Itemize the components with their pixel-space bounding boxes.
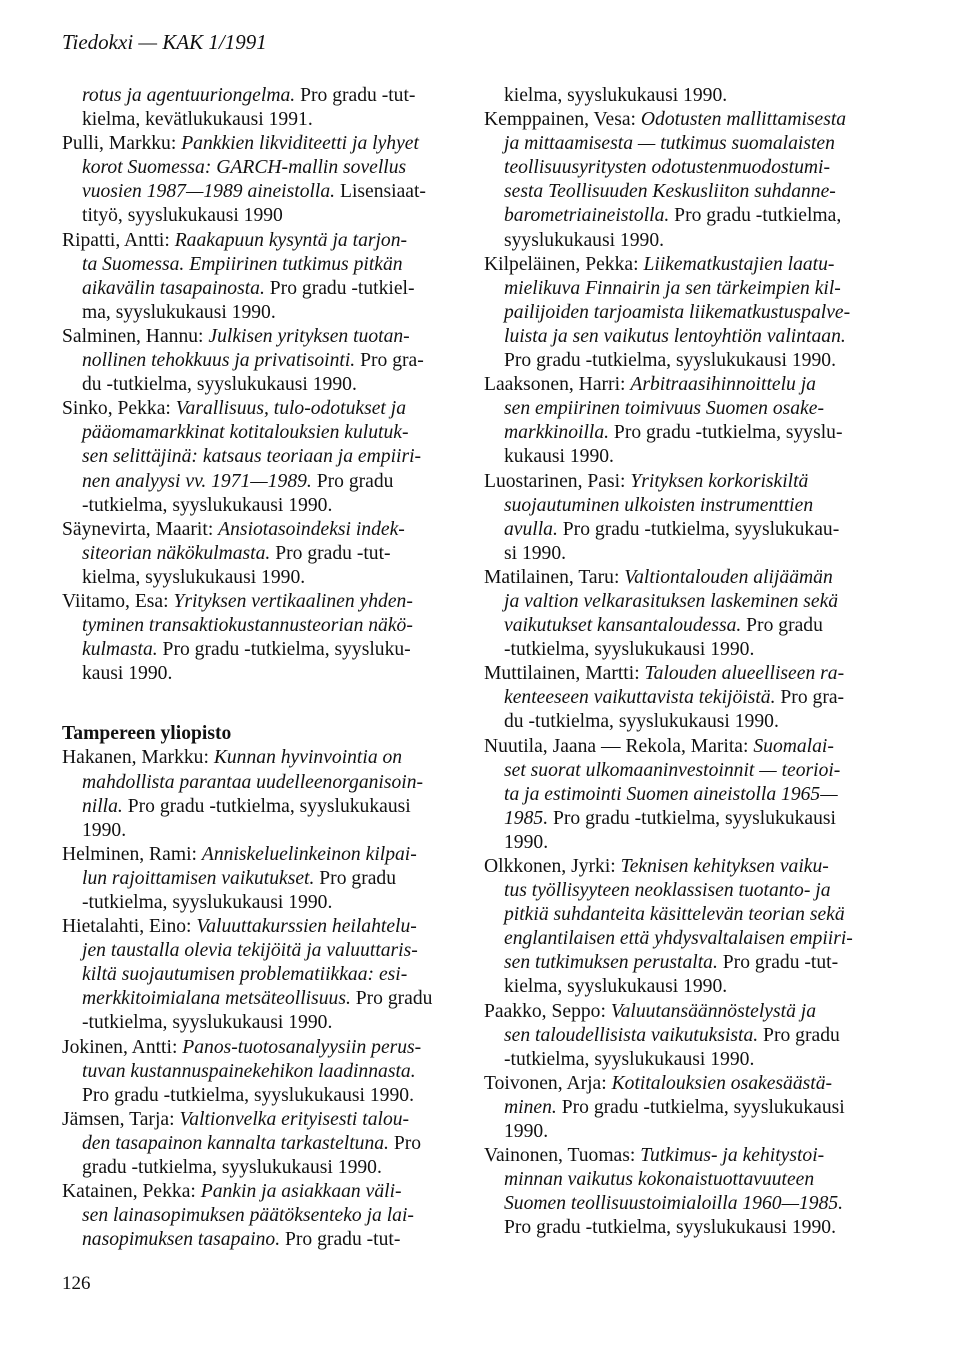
entry-first-line	[484, 566, 896, 590]
entry-continuation-line	[484, 638, 896, 662]
plain-text: kielma, syyslukukausi 1990.	[504, 976, 728, 998]
title-text: luista ja sen vaikutus lentoyhtiön valintaan.	[504, 325, 846, 347]
entry-first-line	[484, 253, 896, 277]
plain-text: Sinko, Pekka:	[62, 398, 176, 420]
title-text: kenteeseen vaikuttavista tekijöistä.	[504, 687, 776, 709]
entry-continuation-line	[484, 518, 896, 542]
entry-continuation-line	[484, 204, 896, 228]
title-text: Julkisen yrityksen tuotan-	[208, 325, 410, 347]
plain-text: Pro gradu	[314, 867, 397, 889]
title-text: ja mittaamisesta — tutkimus suomalaisten	[504, 133, 835, 155]
entry-continuation-line	[484, 349, 896, 373]
title-text: tuvan kustannuspainekehikon laadinnasta.	[82, 1060, 416, 1082]
entry-continuation-line	[62, 771, 477, 795]
title-text: kulmasta.	[82, 639, 158, 661]
entry-continuation-line	[484, 180, 896, 204]
plain-text: kielma, syyslukukausi 1990.	[504, 85, 728, 106]
title-text: Suomalai-	[753, 735, 834, 757]
plain-text: Pro gradu -tutkielma, syyslukukausi 1990.	[504, 350, 836, 372]
entry-continuation-line	[62, 542, 477, 566]
title-text: markkinoilla.	[504, 422, 610, 444]
entry-first-line	[484, 470, 896, 494]
plain-text: Säynevirta, Maarit:	[62, 518, 219, 540]
entry-continuation-line	[62, 662, 477, 686]
entry-continuation-line	[62, 891, 477, 915]
entry-continuation-line	[484, 1120, 896, 1144]
plain-text: Hietalahti, Eino:	[62, 916, 197, 938]
plain-text: -tutkielma, syyslukukausi 1990.	[82, 494, 333, 516]
entry-first-line	[62, 1036, 477, 1060]
title-text: 1985.	[504, 807, 549, 829]
entry-continuation-line	[62, 987, 477, 1011]
plain-text: Pro gradu -tut-	[270, 542, 391, 564]
entry-continuation-line	[484, 494, 896, 518]
title-text: Pankin ja asiakkaan väli-	[200, 1181, 402, 1203]
title-text: sen selittäjinä: katsaus teoriaan ja empiiri-	[82, 446, 422, 468]
entry-continuation-line	[62, 795, 477, 819]
title-text: sen taloudellisista vaikutuksista.	[504, 1024, 759, 1046]
title-text: Valuutansäännöstelystä ja	[610, 1000, 817, 1022]
entry-continuation-line	[484, 421, 896, 445]
entry-first-line	[62, 229, 477, 253]
plain-text: Hakanen, Markku:	[62, 747, 214, 769]
entry-continuation-line	[484, 783, 896, 807]
plain-text: Pro gradu -tutkielma,	[669, 205, 842, 227]
title-text: pääomamarkkinat kotitalouksien kulutuk-	[82, 422, 409, 444]
plain-text: 1990.	[504, 1121, 549, 1143]
title-text: Teknisen kehityksen vaiku-	[620, 856, 829, 877]
title-text: Tutkimus- ja kehitystoi-	[640, 1145, 825, 1167]
title-text: tus työllisyyteen neoklassisen tuotanto- ja	[504, 880, 831, 902]
plain-text: 1990.	[82, 819, 127, 841]
plain-text: Lisensiaat-	[335, 181, 426, 203]
title-text: Anniskeluelinkeinon kilpai-	[201, 843, 417, 865]
entry-first-line	[62, 746, 477, 770]
entry-continuation-line	[62, 494, 477, 518]
title-text: Arbitraasihinnoittelu ja	[630, 374, 816, 396]
entry-continuation-line	[484, 1192, 896, 1216]
left-column	[62, 84, 477, 1252]
title-text: pailijoiden tarjoamista liikematkustuspalve-	[504, 301, 851, 323]
title-text: minnan vaikutus kokonaistuottavuuteen	[504, 1169, 815, 1191]
section-gap	[62, 686, 477, 722]
plain-text: syyslukukausi 1990.	[504, 229, 665, 251]
plain-text: Matilainen, Taru:	[484, 566, 625, 588]
plain-text: 1990.	[504, 831, 549, 853]
title-text: englantilaisen että yhdysvaltalaisen empiiri-	[504, 928, 853, 950]
entry-first-line	[484, 108, 896, 132]
entry-continuation-line	[484, 686, 896, 710]
entry-continuation-line	[62, 253, 477, 277]
plain-text: Pro gradu -tutkielma, syyslukukausi	[556, 1096, 845, 1118]
title-text: nasopimuksen tasapaino.	[82, 1229, 281, 1251]
plain-text: -tutkielma, syyslukukausi 1990.	[504, 1048, 755, 1070]
plain-text: kielma, syyslukukausi 1990.	[82, 566, 306, 588]
plain-text: -tutkielma, syyslukukausi 1990.	[82, 892, 333, 913]
plain-text: Pro gradu -tut-	[295, 85, 416, 106]
entry-continuation-line	[484, 807, 896, 831]
title-text: minen.	[504, 1096, 557, 1118]
entry-continuation-line	[484, 325, 896, 349]
plain-text: tityö, syyslukukausi 1990	[82, 205, 283, 227]
entry-continuation-line	[62, 156, 477, 180]
title-text: Valuuttakurssien heilahtelu-	[196, 916, 417, 938]
title-text: siteorian näkökulmasta.	[82, 542, 271, 564]
entry-continuation-line	[62, 819, 477, 843]
title-text: merkkitoimialana metsäteollisuus.	[82, 988, 351, 1010]
title-text: mahdollista parantaa uudelleenorganisoin-	[82, 771, 424, 793]
plain-text: Laaksonen, Harri:	[484, 374, 631, 396]
entry-continuation-line	[62, 867, 477, 891]
title-text: Liikematkustajien laatu-	[643, 253, 835, 275]
title-text: Panos-tuotosanalyysiin perus-	[182, 1036, 422, 1058]
plain-text: Pro gradu -tutkielma, syyslukukausi 1990.	[504, 1217, 836, 1239]
entry-continuation-line	[62, 1084, 477, 1108]
plain-text: du -tutkielma, syyslukukausi 1990.	[82, 374, 357, 396]
entry-continuation-line	[484, 710, 896, 734]
title-text: vuosien 1987—1989 aineistolla.	[82, 181, 336, 203]
title-text: nilla.	[82, 795, 123, 817]
plain-text: Nuutila, Jaana — Rekola, Marita:	[484, 735, 754, 757]
title-text: pitkiä suhdanteita käsittelevän teorian sekä	[504, 904, 845, 926]
plain-text: Pro gradu	[350, 988, 433, 1010]
entry-continuation-line	[484, 1168, 896, 1192]
entry-continuation-line	[62, 1011, 477, 1035]
title-text: Talouden alueelliseen ra-	[644, 663, 845, 685]
entry-first-line	[484, 1072, 896, 1096]
title-text: Kotitalouksien osakesäästä-	[611, 1072, 833, 1094]
entry-continuation-line	[484, 1096, 896, 1120]
entry-first-line	[62, 325, 477, 349]
plain-text: Katainen, Pekka:	[62, 1181, 201, 1203]
plain-text: gradu -tutkielma, syyslukukausi 1990.	[82, 1157, 382, 1179]
entry-continuation-line	[484, 1024, 896, 1048]
title-text: barometriaineistolla.	[504, 205, 670, 227]
plain-text: Kilpeläinen, Pekka:	[484, 253, 644, 275]
plain-text: Pro gradu -tutkielma, syysluku-	[157, 639, 411, 661]
title-text: sen empiirinen toimivuus Suomen osake-	[504, 398, 824, 420]
plain-text: Pro	[388, 1132, 422, 1154]
plain-text: kukausi 1990.	[504, 446, 614, 468]
entry-first-line	[62, 915, 477, 939]
entry-continuation-line	[484, 759, 896, 783]
plain-text: Luostarinen, Pasi:	[484, 470, 631, 492]
entry-first-line	[484, 735, 896, 759]
entry-first-line	[484, 1000, 896, 1024]
entry-continuation-line	[484, 614, 896, 638]
plain-text: Pro gradu	[758, 1024, 840, 1046]
entry-first-line	[62, 132, 477, 156]
entry-continuation-line	[62, 1060, 477, 1084]
entry-first-line	[484, 662, 896, 686]
title-text: set suorat ulkomaaninvestoinnit — teorioi-	[504, 759, 841, 781]
section-heading	[62, 722, 477, 746]
entry-continuation-line	[484, 542, 896, 566]
entry-continuation-line	[62, 963, 477, 987]
entry-continuation-line	[484, 927, 896, 951]
title-text: korot Suomessa: GARCH-mallin sovellus	[82, 157, 407, 179]
plain-text: Pulli, Markku:	[62, 133, 182, 155]
title-text: Varallisuus, tulo-odotukset ja	[175, 398, 406, 420]
plain-text: kielma, kevätlukukausi 1991.	[82, 109, 313, 131]
title-text: suojautuminen ulkoisten instrumenttien	[504, 494, 814, 516]
plain-text: Muttilainen, Martti:	[484, 663, 645, 685]
plain-text: Pro gradu -tutkiel-	[264, 277, 415, 299]
entry-continuation-line	[62, 180, 477, 204]
entry-continuation-line	[484, 879, 896, 903]
title-text: mielikuva Finnairin ja sen tärkeimpien kil-	[504, 277, 841, 299]
title-text: tyminen transaktiokustannusteorian näkö-	[82, 615, 413, 637]
entry-continuation-line	[62, 614, 477, 638]
title-text: den tasapainon kannalta tarkasteltuna.	[82, 1132, 389, 1154]
title-text: ta Suomessa. Empiirinen tutkimus pitkän	[82, 253, 403, 275]
title-text: Yrityksen korkoriskiltä	[630, 470, 809, 492]
entry-first-line	[62, 1108, 477, 1132]
plain-text: Helminen, Rami:	[62, 843, 202, 865]
title-text: sesta Teollisuuden Keskusliiton suhdanne-	[504, 181, 836, 203]
entry-continuation-line	[62, 1156, 477, 1180]
plain-text: Jämsen, Tarja:	[62, 1108, 180, 1130]
plain-text: Kemppainen, Vesa:	[484, 109, 641, 131]
entry-first-line	[62, 397, 477, 421]
title-text: vaikutukset kansantaloudessa.	[504, 615, 742, 637]
running-head: Tiedokxi — KAK 1/1991	[62, 30, 267, 54]
plain-text: Ripatti, Antti:	[62, 229, 175, 251]
title-text: Valtiontalouden alijäämän	[624, 566, 833, 588]
plain-text: Pro gradu -tut-	[280, 1229, 401, 1251]
entry-continuation-line	[484, 903, 896, 927]
entry-continuation-line	[484, 1048, 896, 1072]
title-text: Ansiotasoindeksi indek-	[218, 518, 405, 540]
title-text: ta ja estimointi Suomen aineistolla 1965—	[504, 783, 838, 805]
plain-text: -tutkielma, syyslukukausi 1990.	[504, 639, 755, 661]
title-text: Suomen teollisuustoimialoilla 1960—1985.	[504, 1193, 844, 1215]
entry-first-line	[62, 843, 477, 867]
title-text: Odotusten mallittamisesta	[640, 109, 847, 131]
entry-continuation-line	[484, 445, 896, 469]
entry-continuation-line	[62, 108, 477, 132]
entry-continuation-line	[62, 445, 477, 469]
plain-text: Pro gra-	[355, 350, 424, 372]
entry-continuation-line	[62, 1204, 477, 1228]
entry-continuation-line	[62, 1228, 477, 1252]
entry-continuation-line	[484, 831, 896, 855]
plain-text: Salminen, Hannu:	[62, 325, 209, 347]
plain-text: Pro gra-	[775, 687, 845, 709]
entry-continuation-line	[484, 277, 896, 301]
entry-first-line	[484, 855, 896, 879]
page-number: 126	[62, 1273, 91, 1294]
title-text: kiltä suojautumisen problematiikkaa: esi-	[82, 964, 408, 986]
plain-text: Viitamo, Esa:	[62, 590, 174, 612]
title-text: sen tutkimuksen perustalta.	[504, 952, 718, 974]
entry-continuation-line	[62, 277, 477, 301]
plain-text: Pro gradu -tutkielma, syyslukukausi	[122, 795, 411, 817]
entry-first-line	[484, 1144, 896, 1168]
plain-text: Olkkonen, Jyrki:	[484, 856, 621, 877]
title-text: Valtionvelka erityisesti talou-	[179, 1108, 410, 1130]
entry-continuation-line	[484, 590, 896, 614]
entry-continuation-line	[62, 421, 477, 445]
plain-text: du -tutkielma, syyslukukausi 1990.	[504, 711, 779, 733]
entry-continuation-line	[62, 1132, 477, 1156]
plain-text: Paakko, Seppo:	[484, 1000, 611, 1022]
entry-continuation-line	[484, 975, 896, 999]
right-column	[484, 84, 896, 1241]
plain-text: si 1990.	[504, 542, 567, 564]
entry-first-line	[62, 518, 477, 542]
entry-continuation-line	[484, 84, 896, 108]
entry-continuation-line	[62, 373, 477, 397]
plain-text: Pro gradu -tut-	[717, 952, 839, 974]
title-text: ja valtion velkarasituksen laskeminen sekä	[504, 590, 839, 612]
plain-text: Tampereen yliopisto	[62, 723, 232, 745]
plain-text: Pro gradu	[311, 470, 394, 492]
plain-text: Pro gradu -tutkielma, syyslu-	[609, 422, 843, 444]
entry-continuation-line	[62, 301, 477, 325]
plain-text: kausi 1990.	[82, 663, 173, 685]
entry-continuation-line	[484, 229, 896, 253]
title-text: Yrityksen vertikaalinen yhden-	[173, 590, 413, 612]
plain-text: Pro gradu -tutkielma, syyslukukausi 1990.	[82, 1084, 414, 1106]
title-text: teollisuusyritysten odotustenmuodostumi-	[504, 157, 830, 179]
plain-text: -tutkielma, syyslukukausi 1990.	[82, 1012, 333, 1034]
entry-continuation-line	[62, 566, 477, 590]
entry-continuation-line	[484, 132, 896, 156]
title-text: avulla.	[504, 518, 558, 540]
title-text: rotus ja agentuuriongelma.	[82, 85, 296, 106]
entry-continuation-line	[62, 470, 477, 494]
entry-continuation-line	[484, 1216, 896, 1240]
title-text: jen taustalla olevia tekijöitä ja valuuttaris-	[82, 940, 418, 962]
title-text: Raakapuun kysyntä ja tarjon-	[174, 229, 408, 251]
plain-text: Vainonen, Tuomas:	[484, 1145, 641, 1167]
entry-continuation-line	[484, 951, 896, 975]
title-text: nollinen tehokkuus ja privatisointi.	[82, 350, 356, 372]
entry-first-line	[62, 1180, 477, 1204]
entry-continuation-line	[484, 397, 896, 421]
plain-text: Pro gradu -tutkielma, syyslukukausi	[548, 807, 836, 829]
plain-text: Jokinen, Antti:	[62, 1036, 183, 1058]
plain-text: ma, syyslukukausi 1990.	[82, 301, 276, 323]
title-text: aikavälin tasapainosta.	[82, 277, 265, 299]
entry-first-line	[484, 373, 896, 397]
entry-continuation-line	[62, 638, 477, 662]
title-text: sen lainasopimuksen päätöksenteko ja lai-	[82, 1205, 414, 1227]
plain-text: Pro gradu -tutkielma, syyslukukau-	[557, 518, 840, 540]
entry-continuation-line	[484, 301, 896, 325]
entry-continuation-line	[62, 84, 477, 108]
title-text: lun rajoittamisen vaikutukset.	[82, 867, 315, 889]
entry-continuation-line	[62, 204, 477, 228]
entry-continuation-line	[62, 349, 477, 373]
entry-continuation-line	[62, 939, 477, 963]
entry-continuation-line	[484, 156, 896, 180]
title-text: nen analyysi vv. 1971—1989.	[82, 470, 312, 492]
title-text: Pankkien likviditeetti ja lyhyet	[181, 133, 419, 155]
entry-first-line	[62, 590, 477, 614]
plain-text: Pro gradu	[741, 615, 823, 637]
title-text: Kunnan hyvinvointia on	[213, 747, 403, 769]
plain-text: Toivonen, Arja:	[484, 1072, 612, 1094]
